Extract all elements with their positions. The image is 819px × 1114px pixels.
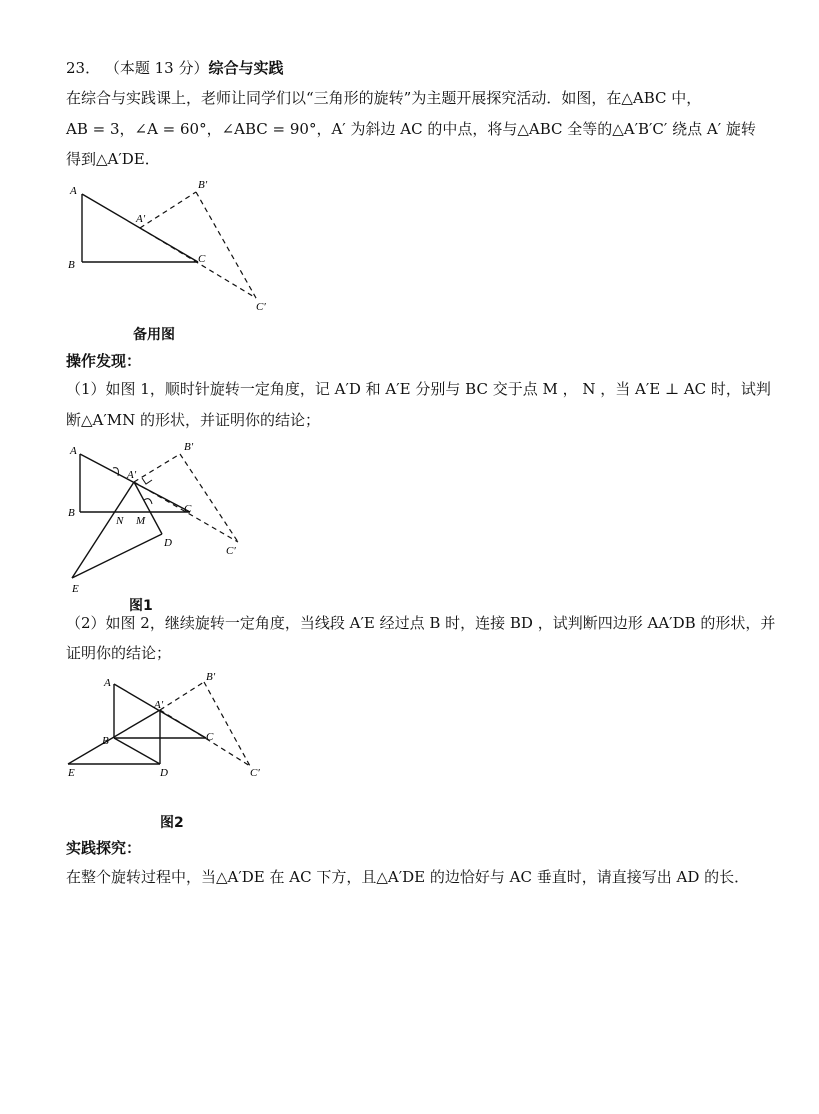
segment-a1b1 [160, 682, 204, 710]
label-c: C [184, 503, 192, 515]
practice-heading: 实践探究： [66, 839, 142, 857]
question-1-line-2: 断△A′MN 的形状，并证明你的结论； [66, 411, 321, 429]
label-c1: C′ [256, 301, 266, 313]
backup-figure [60, 172, 290, 322]
label-a1: A′ [127, 469, 137, 481]
label-a1: A′ [154, 699, 164, 711]
figure-1-caption: 图1 [129, 598, 153, 614]
segment-b1c1 [204, 682, 250, 766]
label-b: B [102, 735, 109, 747]
label-a1: A′ [136, 213, 146, 225]
segment-a1b1 [134, 454, 180, 482]
segment-b1c1 [196, 192, 256, 298]
question-2-line-2: 证明你的结论； [66, 644, 172, 662]
label-n: N [116, 515, 124, 527]
question-2-line-1: （2）如图 2，继续旋转一定角度，当线段 A′E 经过点 B 时，连接 BD ，试判断四边形 AA′DB 的形状，并 [66, 614, 776, 632]
problem-score: （本题 13 分） [104, 59, 209, 77]
label-c: C [198, 253, 206, 265]
segment-a1b1 [140, 192, 196, 228]
label-b: B [68, 259, 75, 271]
label-b1: B′ [206, 671, 216, 683]
label-b1: B′ [198, 179, 208, 191]
intro-line-3: 得到△A′DE． [66, 150, 160, 168]
right-angle-mark [142, 478, 152, 484]
operation-heading: 操作发现： [66, 352, 142, 370]
intro-line-2: AB = 3，∠A = 60°，∠ABC = 90°，A′ 为斜边 AC 的中点，将与△ABC 全等的△A′B′C′ 绕点 A′ 旋转 [66, 120, 756, 138]
question-1-line-1: （1）如图 1，顺时针旋转一定角度，记 A′D 和 A′E 分别与 BC 交于点 M ， N ，当 A′E ⊥ AC 时，试判 [66, 380, 771, 398]
practice-question: 在整个旋转过程中，当△A′DE 在 AC 下方，且△A′DE 的边恰好与 AC 垂直时，请直接写出 AD 的长． [66, 868, 750, 886]
problem-header [66, 58, 284, 78]
label-b: B [68, 507, 75, 519]
label-a: A [104, 677, 111, 689]
figure-2-caption: 图2 [160, 815, 184, 831]
label-e: E [68, 767, 75, 779]
segment-b1c1 [180, 454, 238, 542]
label-d: D [160, 767, 168, 779]
label-c: C [206, 731, 214, 743]
problem-title: 综合与实践 [208, 59, 284, 77]
segment-bd [114, 738, 160, 764]
label-c1: C′ [250, 767, 260, 779]
label-a: A [70, 445, 77, 457]
label-m: M [136, 515, 146, 527]
label-a: A [70, 185, 77, 197]
label-b1: B′ [184, 441, 194, 453]
label-c1: C′ [226, 545, 236, 557]
label-d: D [164, 537, 172, 549]
figure-1 [60, 438, 260, 598]
problem-number: 23． [66, 59, 101, 77]
backup-figure-caption: 备用图 [133, 327, 175, 343]
label-e: E [72, 583, 79, 595]
figure-2 [60, 666, 280, 786]
intro-line-1: 在综合与实践课上，老师让同学们以“三角形的旋转”为主题开展探究活动．如图，在△ABC 中， [66, 89, 702, 107]
